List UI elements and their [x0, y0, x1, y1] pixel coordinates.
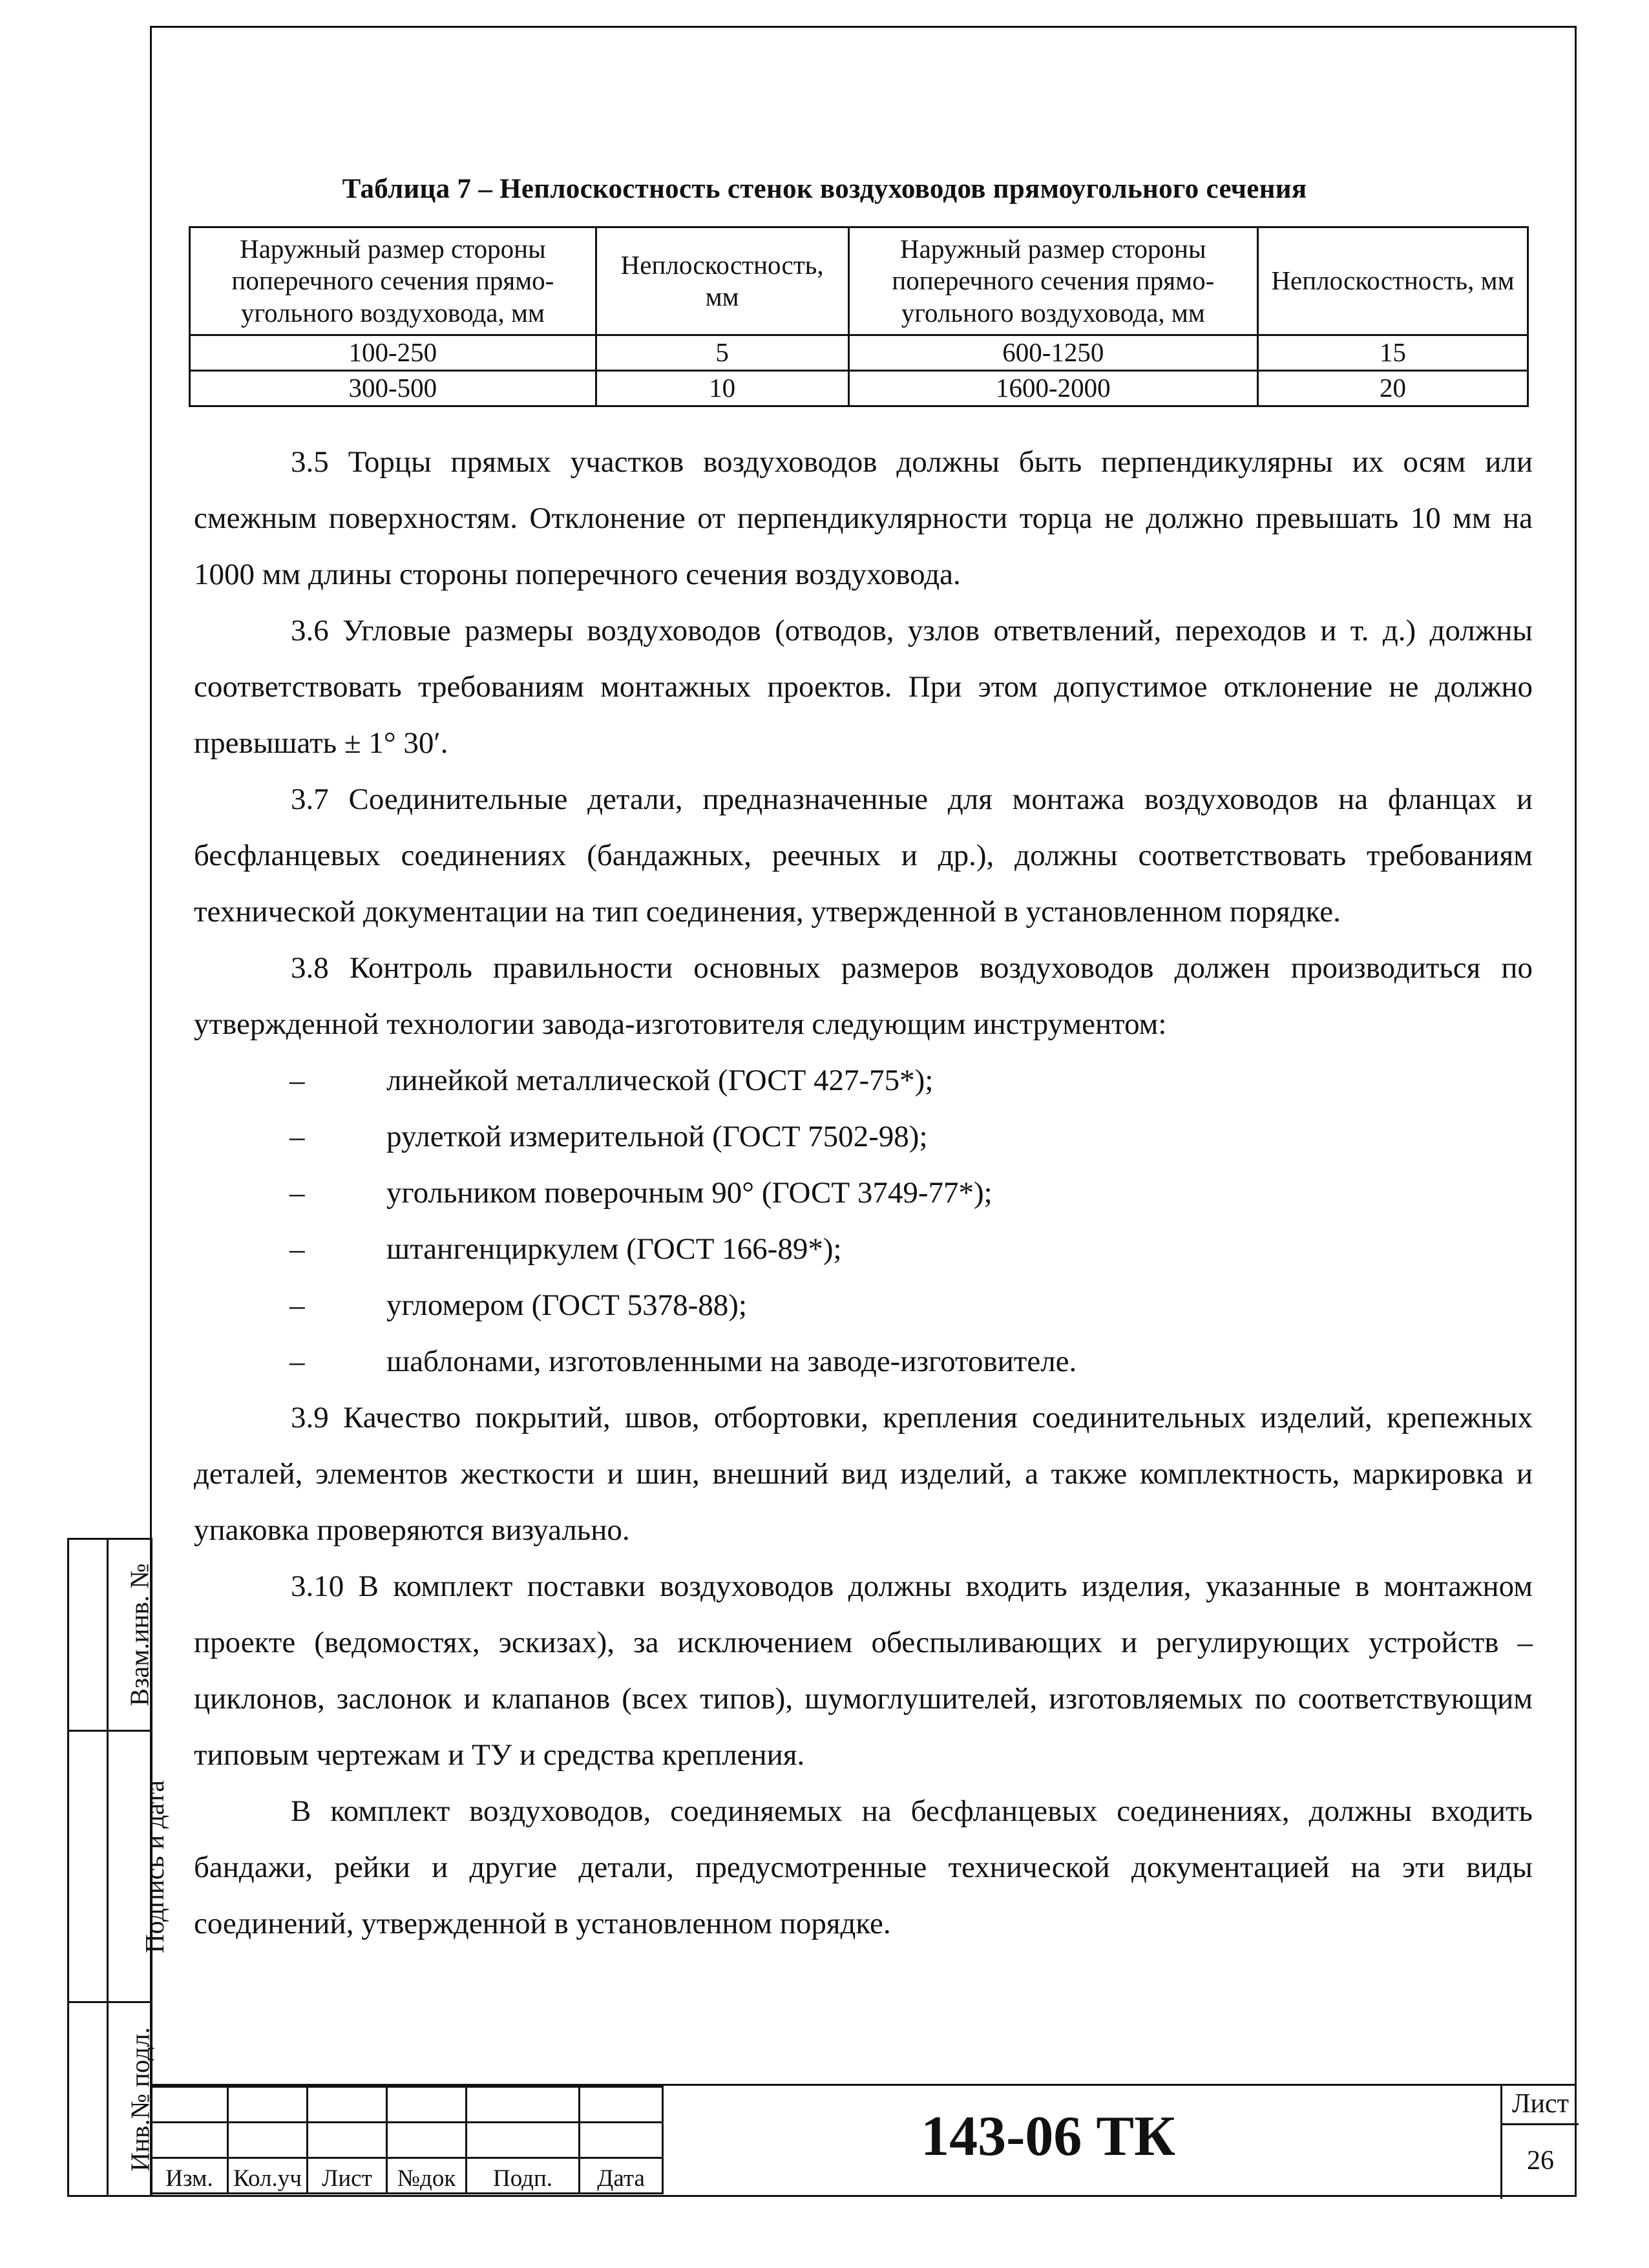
list-item-text: рулеткой измерительной (ГОСТ 7502-98);: [386, 1120, 928, 1153]
list-item: [194, 1109, 1533, 1165]
paragraph-3-10: 3.10 В комплект поставки воздуховодов должны входить изделия, указанные в монтажном проекте (ведомостях, эскизах), за исключением обеспыливающих и регулирующих устройств – циклонов, заслонок и клапанов (всех типов), шумоглушителей, изготовляемых по соответствующим типовым чертежам и ТУ и средства крепления.: [194, 1570, 1533, 1772]
list-dash: –: [289, 1288, 305, 1322]
flatness-table: [189, 226, 1529, 407]
list-dash: –: [289, 1232, 305, 1266]
stamp-inventory: [67, 2001, 155, 2197]
paragraph-3-7: 3.7 Соединительные детали, предназначенные для монтажа воздуховодов на фланцах и бесфланцевых соединениях (бандажных, реечных и др.), должны соответствовать требованиям технической документации на тип соединения, утвержденной в установленном порядке.: [194, 782, 1533, 929]
table-cell: 100-250: [190, 335, 596, 371]
list-item: [194, 1221, 1533, 1277]
paragraph-set-contents: В комплект воздуховодов, соединяемых на бесфланцевых соединениях, должны входить бандажи, рейки и другие детали, предусмотренные технической документацией на эти виды соединений, утвержденной в установленном порядке.: [194, 1794, 1533, 1940]
list-item: [194, 1053, 1533, 1109]
col-date: Дата: [580, 2158, 663, 2194]
stamp-signature-date-label: Подпись и дата: [139, 1780, 169, 1953]
list-dash: –: [289, 1176, 305, 1210]
paragraph-3-6: 3.6 Угловые размеры воздуховодов (отводов, узлов ответвлений, переходов и т. д.) должны соответствовать требованиям монтажных проектов. При этом допустимое отклонение не должно превышать ± 1° 30′.: [194, 614, 1533, 760]
table-cell: 20: [1257, 371, 1528, 406]
list-dash: –: [289, 1345, 305, 1378]
col-sheet: Лист: [308, 2158, 387, 2194]
table-header-row: [190, 227, 1528, 335]
table-cell: 15: [1257, 335, 1528, 371]
stamp-interchange-label: Взам.инв. №: [124, 1563, 154, 1706]
revision-header-row: [151, 2158, 663, 2194]
header-size-1: Наружный размер стороны поперечного сечения прямо-угольного воздуховода, мм: [190, 227, 596, 335]
col-change: Изм.: [151, 2158, 228, 2194]
list-item: [194, 1165, 1533, 1221]
sheet-label: Лист: [1502, 2088, 1579, 2125]
table-cell: 5: [596, 335, 848, 371]
sheet-number: 26: [1527, 2146, 1554, 2176]
col-quantity: Кол.уч: [228, 2158, 308, 2194]
list-item-text: угломером (ГОСТ 5378-88);: [386, 1288, 747, 1322]
table-title: Таблица 7 – Неплоскостность стенок воздуховодов прямоугольного сечения: [342, 174, 1307, 204]
table-row: [190, 371, 1528, 406]
header-size-2: Наружный размер стороны поперечного сечения прямо-угольного воздуховода, мм: [848, 227, 1257, 335]
sheet-box: [1500, 2086, 1579, 2199]
table-cell: 10: [596, 371, 848, 406]
list-item-text: шаблонами, изготовленными на заводе-изготовителе.: [386, 1345, 1077, 1378]
list-item-text: штангенциркулем (ГОСТ 166-89*);: [386, 1232, 842, 1266]
list-item: [194, 1277, 1533, 1334]
document-body: [194, 434, 1533, 1952]
table-cell: 600-1250: [848, 335, 1257, 371]
paragraph-3-9: 3.9 Качество покрытий, швов, отбортовки, крепления соединительных изделий, крепежных деталей, элементов жесткости и шин, внешний вид изделий, а также комплектность, маркировка и упаковка проверяются визуально.: [194, 1401, 1533, 1547]
paragraph-3-5: 3.5 Торцы прямых участков воздуховодов должны быть перпендикулярны их осям или смежным поверхностям. Отклонение от перпендикулярности торца не должно превышать 10 мм на 1000 мм длины стороны поперечного сечения воздуховода.: [194, 445, 1533, 591]
paragraph-3-8: 3.8 Контроль правильности основных размеров воздуховодов должен производиться по утвержденной технологии завода-изготовителя следующим инструментом:: [194, 951, 1533, 1041]
table-row: [190, 335, 1528, 371]
list-dash: –: [289, 1064, 305, 1097]
header-flatness-2: Неплоскостность, мм: [1257, 227, 1528, 335]
revision-table: [150, 2086, 664, 2194]
list-item-text: линейкой металлической (ГОСТ 427-75*);: [386, 1064, 934, 1097]
stamp-inventory-label: Инв.№ подл.: [125, 2026, 155, 2172]
table-cell: 1600-2000: [848, 371, 1257, 406]
revision-row: [151, 2087, 663, 2123]
list-dash: –: [289, 1120, 305, 1153]
revision-row: [151, 2123, 663, 2158]
stamp-divider: [107, 2003, 109, 2195]
stamp-divider: [107, 1732, 109, 2001]
stamp-signature-date: [67, 1730, 169, 2003]
list-item: [194, 1334, 1533, 1390]
stamp-divider: [107, 1540, 109, 1730]
list-item-text: угольником поверочным 90° (ГОСТ 3749-77*);: [386, 1176, 993, 1210]
title-block: [150, 2084, 1577, 2199]
table-cell: 300-500: [190, 371, 596, 406]
stamp-interchange: [67, 1538, 152, 1732]
col-signature: Подп.: [467, 2158, 580, 2194]
col-doc-number: №док: [387, 2158, 467, 2194]
document-code: 143-06 ТК: [921, 2105, 1175, 2168]
header-flatness-1: Неплоскостность, мм: [596, 227, 848, 335]
